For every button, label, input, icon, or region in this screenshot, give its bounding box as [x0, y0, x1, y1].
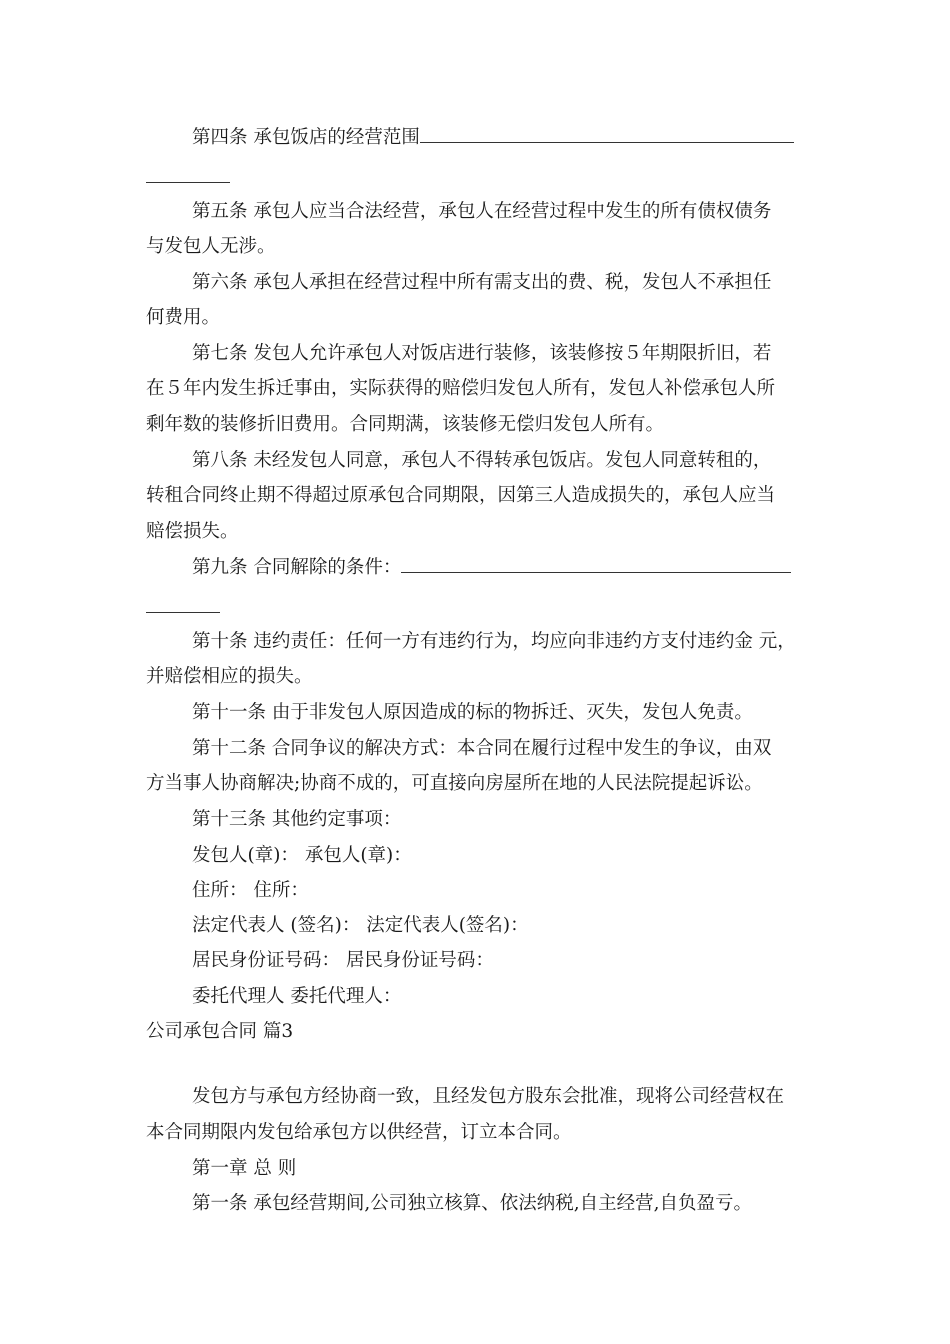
section-intro-line-2: 本合同期限内发包给承包方以供经营，订立本合同。 [146, 1122, 572, 1143]
clause-12-line-2: 方当事人协商解决;协商不成的，可直接向房屋所在地的人民法院提起诉讼。 [146, 773, 763, 794]
clause-11: 第十一条 由于非发包人原因造成的标的物拆迁、灭失，发包人免责。 [192, 702, 753, 723]
clause-9-text: 第九条 合同解除的条件： [192, 557, 402, 578]
clause-6-line-1: 第六条 承包人承担在经营过程中所有需支出的费、税，发包人不承担任 [192, 272, 772, 293]
section-heading: 公司承包合同 篇3 [146, 1021, 294, 1042]
clause-13: 第十三条 其他约定事项： [192, 809, 402, 830]
signature-line-4: 居民身份证号码： 居民身份证号码： [192, 950, 494, 971]
fill-blank [420, 128, 794, 143]
clause-10-line-1: 第十条 违约责任：任何一方有违约行为，均应向非违约方支付违约金 元， [192, 631, 796, 652]
clause-7-line-2: 在５年内发生拆迁事由，实际获得的赔偿归发包人所有，发包人补偿承包人所 [146, 378, 776, 399]
fill-blank [146, 598, 220, 613]
clause-7-line-3: 剩年数的装修折旧费用。合同期满，该装修无偿归发包人所有。 [146, 414, 665, 435]
clause-8-line-3: 赔偿损失。 [146, 521, 239, 542]
clause-4 [192, 126, 794, 150]
fill-blank [401, 558, 791, 573]
clause-9 [192, 556, 791, 580]
clause-4-blank-continuation [146, 166, 230, 190]
clause-8-line-1: 第八条 未经发包人同意，承包人不得转承包饭店。发包人同意转租的， [192, 450, 772, 471]
section-intro-line-1: 发包方与承包方经协商一致，且经发包方股东会批准，现将公司经营权在 [192, 1086, 785, 1107]
clause-10-line-2: 并赔偿相应的损失。 [146, 666, 313, 687]
clause-5-line-1: 第五条 承包人应当合法经营，承包人在经营过程中发生的所有债权债务 [192, 201, 772, 222]
clause-6-line-2: 何费用。 [146, 307, 221, 328]
article-1: 第一条 承包经营期间,公司独立核算、依法纳税,自主经营,自负盈亏。 [192, 1193, 753, 1214]
signature-line-2: 住所： 住所： [192, 880, 309, 901]
signature-line-5: 委托代理人 委托代理人： [192, 986, 402, 1007]
clause-5-line-2: 与发包人无涉。 [146, 236, 276, 257]
clause-7-line-1: 第七条 发包人允许承包人对饭店进行装修，该装修按５年期限折旧，若 [192, 343, 772, 364]
fill-blank [146, 168, 230, 183]
signature-line-1: 发包人(章)： 承包人(章)： [192, 845, 412, 866]
clause-9-blank-continuation [146, 596, 220, 620]
clause-8-line-2: 转租合同终止期不得超过原承包合同期限，因第三人造成损失的，承包人应当 [146, 485, 776, 506]
signature-line-3: 法定代表人 (签名)： 法定代表人(签名)： [192, 915, 529, 936]
clause-4-text: 第四条 承包饭店的经营范围 [192, 127, 420, 148]
chapter-title: 第一章 总 则 [192, 1158, 297, 1179]
clause-12-line-1: 第十二条 合同争议的解决方式：本合同在履行过程中发生的争议，由双 [192, 738, 772, 759]
